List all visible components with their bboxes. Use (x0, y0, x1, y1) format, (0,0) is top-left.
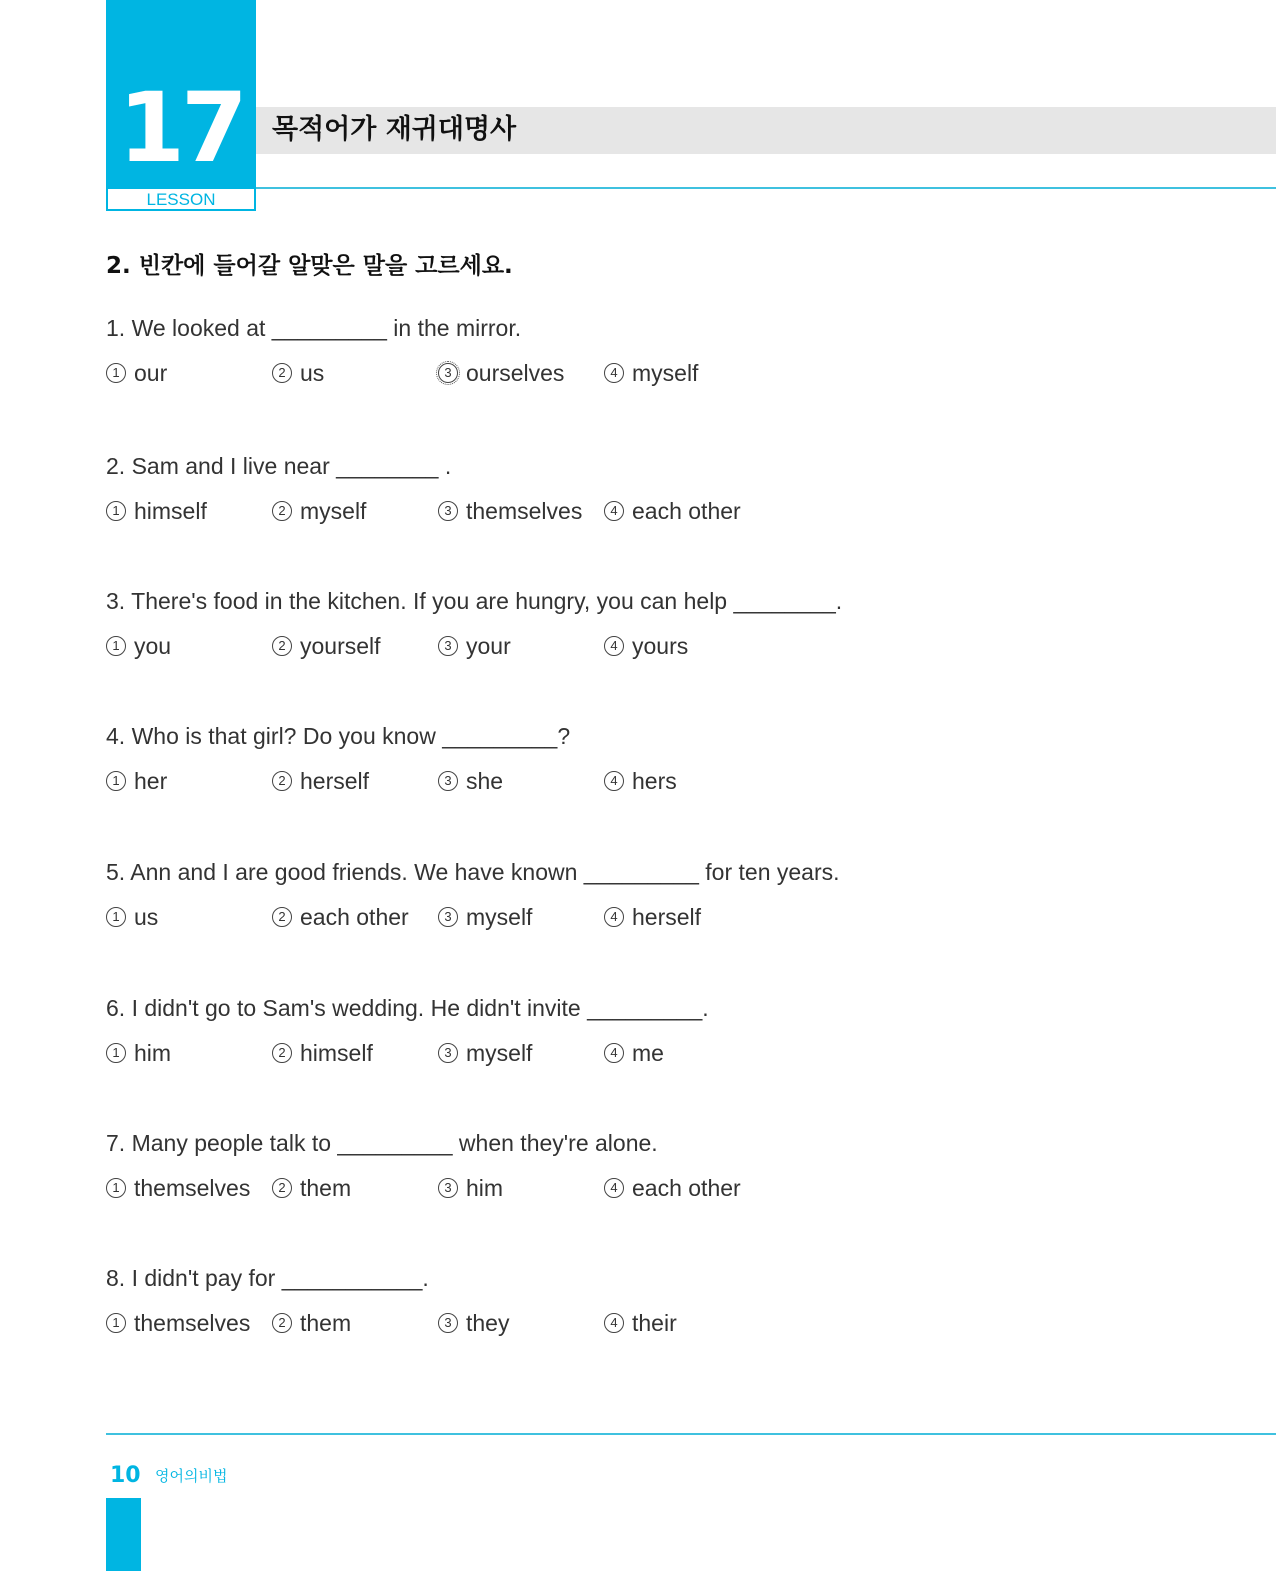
question-text: 4. Who is that girl? Do you know _________? (106, 723, 571, 749)
lesson-badge (106, 0, 256, 211)
option-number-marker: 3 (438, 363, 458, 383)
answer-option[interactable] (106, 1308, 250, 1338)
option-number-marker: 3 (438, 1178, 458, 1198)
option-number-marker: 2 (272, 907, 292, 927)
answer-options (106, 902, 1206, 936)
option-label: himself (300, 1040, 373, 1066)
option-label: you (134, 633, 172, 659)
instruction-heading: 2. 빈칸에 들어갈 알맞은 말을 고르세요. (106, 253, 513, 279)
question-text: 6. I didn't go to Sam's wedding. He didn't invite _________. (106, 995, 709, 1021)
answer-option[interactable] (272, 1308, 351, 1338)
page-number: 10 (110, 1463, 141, 1488)
question-item (106, 586, 1206, 665)
page-title: 목적어가 재귀대명사 (272, 114, 517, 145)
question-text: 2. Sam and I live near ________ . (106, 453, 452, 479)
question-item (106, 857, 1206, 936)
page-tab (106, 1498, 141, 1571)
option-label: our (134, 360, 168, 386)
answer-option[interactable] (106, 358, 167, 388)
lesson-label: LESSON (146, 190, 216, 209)
answer-option[interactable] (604, 1038, 664, 1068)
answer-option[interactable] (438, 358, 564, 388)
option-label: themselves (134, 1310, 251, 1336)
answer-option[interactable] (438, 1308, 509, 1338)
option-label: hers (632, 768, 677, 794)
option-label: they (466, 1310, 510, 1336)
answer-option[interactable] (272, 631, 381, 661)
option-label: them (300, 1310, 352, 1336)
option-number-marker: 4 (604, 363, 624, 383)
option-number-marker: 3 (438, 771, 458, 791)
option-number-marker: 4 (604, 636, 624, 656)
option-number-marker: 4 (604, 1043, 624, 1063)
option-number-marker: 3 (438, 636, 458, 656)
question-text: 5. Ann and I are good friends. We have known _________ for ten years. (106, 859, 840, 885)
option-number-marker: 2 (272, 1043, 292, 1063)
option-number-marker: 3 (438, 907, 458, 927)
answer-options (106, 1038, 1206, 1072)
answer-option[interactable] (438, 1173, 503, 1203)
answer-options (106, 631, 1206, 665)
option-number-marker: 2 (272, 363, 292, 383)
option-label: your (466, 633, 511, 659)
answer-option[interactable] (106, 1038, 171, 1068)
option-label: himself (134, 498, 207, 524)
question-item (106, 993, 1206, 1072)
footer-divider (106, 1433, 1276, 1435)
answer-option[interactable] (604, 496, 741, 526)
answer-option[interactable] (438, 496, 582, 526)
answer-options (106, 496, 1206, 530)
question-text: 1. We looked at _________ in the mirror. (106, 315, 522, 341)
question-text: 7. Many people talk to _________ when they're alone. (106, 1130, 658, 1156)
option-number-marker: 3 (438, 1313, 458, 1333)
option-label: us (300, 360, 325, 386)
option-label: themselves (466, 498, 583, 524)
title-bar (256, 107, 1276, 154)
answer-option[interactable] (438, 902, 532, 932)
question-item (106, 313, 1206, 392)
option-number-marker: 1 (106, 501, 126, 521)
answer-option[interactable] (106, 496, 207, 526)
question-item (106, 451, 1206, 530)
option-label: him (466, 1175, 504, 1201)
option-label: yourself (300, 633, 381, 659)
option-label: each other (300, 904, 409, 930)
answer-option[interactable] (438, 631, 511, 661)
answer-option[interactable] (106, 766, 167, 796)
option-label: them (300, 1175, 352, 1201)
answer-option[interactable] (604, 358, 698, 388)
answer-options (106, 358, 1206, 392)
option-label: their (632, 1310, 677, 1336)
header-divider (256, 187, 1276, 189)
answer-option[interactable] (272, 496, 366, 526)
option-label: myself (466, 904, 533, 930)
option-number-marker: 1 (106, 1043, 126, 1063)
answer-options (106, 1173, 1206, 1207)
question-item (106, 1128, 1206, 1207)
option-number-marker: 4 (604, 1313, 624, 1333)
answer-option[interactable] (272, 1173, 351, 1203)
answer-options (106, 766, 1206, 800)
option-label: me (632, 1040, 664, 1066)
option-label: us (134, 904, 159, 930)
answer-option[interactable] (106, 1173, 250, 1203)
option-number-marker: 1 (106, 636, 126, 656)
option-number-marker: 4 (604, 771, 624, 791)
option-label: myself (466, 1040, 533, 1066)
option-label: themselves (134, 1175, 251, 1201)
answer-option[interactable] (604, 631, 688, 661)
answer-option[interactable] (106, 902, 158, 932)
option-number-marker: 2 (272, 1313, 292, 1333)
answer-options (106, 1308, 1206, 1342)
answer-option[interactable] (604, 766, 677, 796)
answer-option[interactable] (438, 766, 503, 796)
answer-option[interactable] (604, 1173, 741, 1203)
option-label: she (466, 768, 504, 794)
answer-option[interactable] (438, 1038, 532, 1068)
option-label: her (134, 768, 168, 794)
question-item (106, 1263, 1206, 1342)
option-label: myself (300, 498, 367, 524)
option-number-marker: 1 (106, 1313, 126, 1333)
option-number-marker: 2 (272, 771, 292, 791)
question-text: 3. There's food in the kitchen. If you are hungry, you can help ________. (106, 588, 843, 614)
lesson-number: 17 (118, 72, 244, 184)
option-label: myself (632, 360, 699, 386)
question-item (106, 721, 1206, 800)
option-label: ourselves (466, 360, 565, 386)
option-number-marker: 4 (604, 907, 624, 927)
answer-option[interactable] (604, 902, 701, 932)
option-label: yours (632, 633, 689, 659)
book-title: 영어의비법 (155, 1467, 228, 1485)
option-label: herself (632, 904, 702, 930)
answer-option[interactable] (272, 1038, 373, 1068)
answer-option[interactable] (272, 902, 409, 932)
answer-option[interactable] (106, 631, 171, 661)
option-number-marker: 4 (604, 1178, 624, 1198)
option-number-marker: 1 (106, 771, 126, 791)
option-number-marker: 2 (272, 636, 292, 656)
option-number-marker: 2 (272, 1178, 292, 1198)
option-number-marker: 1 (106, 1178, 126, 1198)
option-number-marker: 3 (438, 501, 458, 521)
option-label: herself (300, 768, 370, 794)
option-label: each other (632, 498, 741, 524)
question-text: 8. I didn't pay for ___________. (106, 1265, 429, 1291)
option-number-marker: 1 (106, 363, 126, 383)
option-number-marker: 4 (604, 501, 624, 521)
answer-option[interactable] (272, 358, 324, 388)
option-number-marker: 1 (106, 907, 126, 927)
option-number-marker: 2 (272, 501, 292, 521)
answer-option[interactable] (604, 1308, 677, 1338)
option-number-marker: 3 (438, 1043, 458, 1063)
option-label: him (134, 1040, 172, 1066)
answer-option[interactable] (272, 766, 369, 796)
option-label: each other (632, 1175, 741, 1201)
